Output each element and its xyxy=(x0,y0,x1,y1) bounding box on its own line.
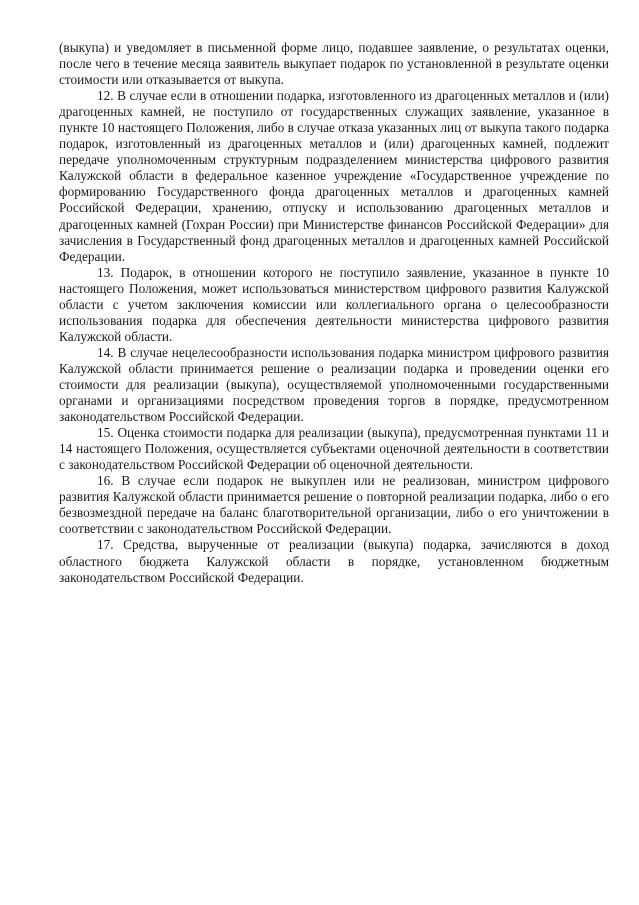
paragraph-continuation: (выкупа) и уведомляет в письменной форме лицо, подавшее заявление, о результатах оценки, после чего в течение месяца заявитель выкупает подарок по установленной в результате оценки стоимости или отказывается от выкупа. xyxy=(59,40,609,88)
paragraph-14: 14. В случае нецелесообразности использования подарка министром цифрового развития Калужской области принимается решение о реализации подарка и проведении оценки его стоимости для реализации (выкупа), осуществляемой уполномоченными государственными органами и организациями посредством проведения торгов в порядке, предусмотренном законодательством Российской Федерации. xyxy=(59,344,609,425)
document-page xyxy=(59,40,609,586)
paragraph-12: 12. В случае если в отношении подарка, изготовленного из драгоценных металлов и (или) драгоценных камней, не поступило от государственных служащих заявление, указанное в пункте 10 настоящего Положения, либо в случае отказа указанных лиц от выкупа такого подарка подарок, изготовленный из драгоценных металлов и (или) драгоценных камней, подлежит передаче уполномоченным структурным подразделением министерства цифрового развития Калужской области в федеральное казенное учреждение «Государственное учреждение по формированию Государственного фонда драгоценных металлов и драгоценных камней Российской Федерации, хранению, отпуску и использованию драгоценных металлов и драгоценных камней (Гохран России) при Министерстве финансов Российской Федерации» для зачисления в Государственный фонд драгоценных металлов и драгоценных камней Российской Федерации. xyxy=(59,88,609,264)
paragraph-13: 13. Подарок, в отношении которого не поступило заявление, указанное в пункте 10 настоящего Положения, может использоваться министерством цифрового развития Калужской области с учетом заключения комиссии или коллегиального органа о целесообразности использования подарка для обеспечения деятельности министерства цифрового развития Калужской области. xyxy=(59,264,609,344)
paragraph-16: 16. В случае если подарок не выкуплен или не реализован, министром цифрового развития Калужской области принимается решение о повторной реализации подарка, либо о его безвозмездной передаче на баланс благотворительной организации, либо о его уничтожении в соответствии с законодательством Российской Федерации. xyxy=(59,473,609,537)
paragraph-17: 17. Средства, вырученные от реализации (выкупа) подарка, зачисляются в доход областного бюджета Калужской области в порядке, установленном бюджетным законодательством Российской Федерации. xyxy=(59,537,609,585)
paragraph-15: 15. Оценка стоимости подарка для реализации (выкупа), предусмотренная пунктами 11 и 14 настоящего Положения, осуществляется субъектами оценочной деятельности в соответствии с законодательством Российской Федерации об оценочной деятельности. xyxy=(59,425,609,473)
